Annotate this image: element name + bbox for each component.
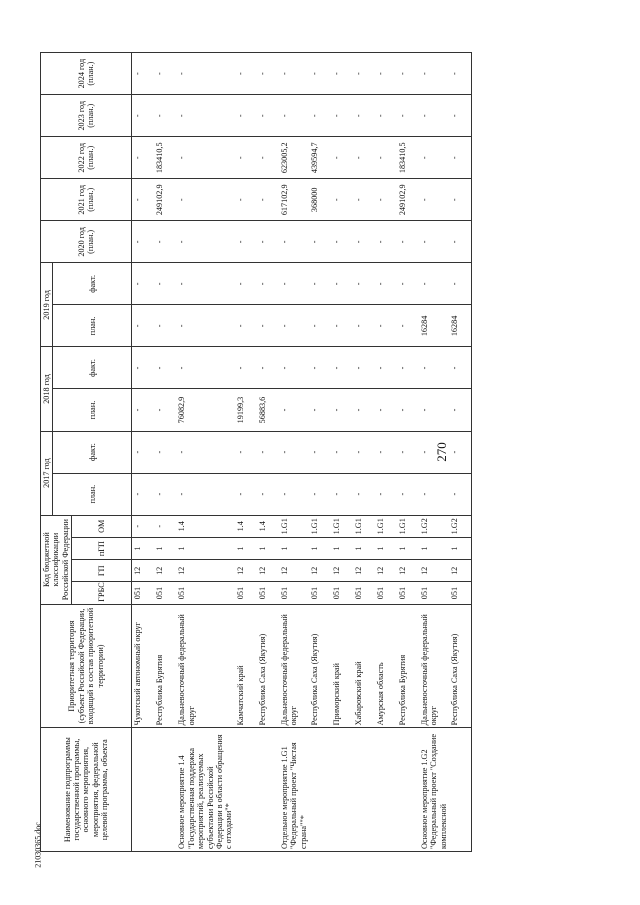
cell-2021: - (331, 179, 353, 221)
cell-2022: - (257, 137, 279, 179)
cell-2021: 249102,9 (154, 179, 176, 221)
header-2018-fact: факт. (53, 347, 132, 389)
cell-2017-plan: - (353, 473, 375, 515)
cell-grbs: 051 (353, 582, 375, 604)
cell-2017-plan: - (419, 473, 449, 515)
cell-2022: 183410,5 (397, 137, 419, 179)
cell-2019-fact: - (279, 263, 309, 305)
cell-2019-fact: - (176, 263, 235, 305)
cell-2017-plan: - (449, 473, 472, 515)
cell-2019-fact: - (132, 263, 155, 305)
cell-2019-fact: - (397, 263, 419, 305)
cell-2018-fact: - (397, 347, 419, 389)
cell-territory: Республика Бурятия (397, 604, 419, 728)
cell-2018-plan: - (309, 389, 331, 431)
cell-om: 1.G1 (375, 515, 397, 537)
header-2022: 2022 год (план.) (41, 137, 132, 179)
cell-2018-plan: - (353, 389, 375, 431)
cell-name (154, 728, 176, 852)
cell-2018-fact: - (375, 347, 397, 389)
cell-2017-plan: - (132, 473, 155, 515)
budget-table-container (40, 52, 600, 852)
table-body (132, 53, 472, 852)
cell-2019-fact: - (309, 263, 331, 305)
cell-territory: Дальневосточный федеральный округ (279, 604, 309, 728)
header-om: ОМ (72, 515, 132, 537)
table-row (279, 53, 309, 852)
cell-2024: - (449, 53, 472, 95)
cell-2017-fact: - (235, 431, 257, 473)
cell-2020: - (449, 221, 472, 263)
cell-gp: 12 (353, 560, 375, 582)
cell-om: 1.G1 (353, 515, 375, 537)
cell-gp: 12 (331, 560, 353, 582)
table-row (132, 53, 155, 852)
cell-2021: 249102,9 (397, 179, 419, 221)
cell-2019-plan: - (132, 305, 155, 347)
cell-territory: Амурская область (375, 604, 397, 728)
cell-gp: 12 (154, 560, 176, 582)
cell-grbs: 051 (397, 582, 419, 604)
cell-2021: 368000 (309, 179, 331, 221)
cell-2024: - (279, 53, 309, 95)
cell-2017-fact: - (257, 431, 279, 473)
cell-2020: - (419, 221, 449, 263)
cell-grbs: 051 (132, 582, 155, 604)
cell-2023: - (449, 95, 472, 137)
cell-2017-plan: - (309, 473, 331, 515)
cell-grbs: 051 (449, 582, 472, 604)
cell-grbs: 051 (279, 582, 309, 604)
cell-2018-plan: 19199,3 (235, 389, 257, 431)
cell-2017-fact: - (154, 431, 176, 473)
cell-gp: 12 (279, 560, 309, 582)
cell-grbs: 051 (375, 582, 397, 604)
cell-2018-plan: - (419, 389, 449, 431)
cell-2024: - (176, 53, 235, 95)
cell-name: Основное мероприятие 1.G2 "Федеральный проект "Создание комплексной (419, 728, 449, 852)
cell-2024: - (132, 53, 155, 95)
cell-2022: - (353, 137, 375, 179)
header-gp: ГП (72, 560, 132, 582)
cell-om: 1.4 (257, 515, 279, 537)
cell-grbs: 051 (331, 582, 353, 604)
table-row (176, 53, 235, 852)
cell-om: - (132, 515, 155, 537)
cell-gp: 12 (419, 560, 449, 582)
cell-2024: - (257, 53, 279, 95)
cell-pgp: 1 (397, 537, 419, 559)
cell-2017-plan: - (257, 473, 279, 515)
cell-territory: Камчатский край (235, 604, 257, 728)
cell-grbs: 051 (257, 582, 279, 604)
cell-2017-fact: - (132, 431, 155, 473)
cell-2017-fact: - (419, 431, 449, 473)
cell-2021: 617102,9 (279, 179, 309, 221)
cell-2020: - (279, 221, 309, 263)
cell-om: 1.G2 (449, 515, 472, 537)
cell-2020: - (375, 221, 397, 263)
cell-2018-fact: - (176, 347, 235, 389)
header-2021: 2021 год (план.) (41, 179, 132, 221)
header-2019: 2019 год (41, 263, 53, 347)
header-2023: 2023 год (план.) (41, 95, 132, 137)
header-2018-plan: план. (53, 389, 132, 431)
cell-2017-plan: - (397, 473, 419, 515)
cell-2019-fact: - (235, 263, 257, 305)
cell-2019-plan: - (331, 305, 353, 347)
cell-gp: 12 (449, 560, 472, 582)
cell-2017-plan: - (279, 473, 309, 515)
cell-2024: - (235, 53, 257, 95)
cell-gp: 12 (132, 560, 155, 582)
cell-2023: - (375, 95, 397, 137)
cell-2019-fact: - (353, 263, 375, 305)
cell-2017-fact: - (331, 431, 353, 473)
cell-2020: - (309, 221, 331, 263)
cell-2023: - (353, 95, 375, 137)
cell-2024: - (397, 53, 419, 95)
cell-2021: - (353, 179, 375, 221)
cell-2018-fact: - (279, 347, 309, 389)
cell-2020: - (257, 221, 279, 263)
cell-2018-plan: - (132, 389, 155, 431)
header-2019-plan: план. (53, 305, 132, 347)
cell-om: 1.G2 (419, 515, 449, 537)
header-2020: 2020 год (план.) (41, 221, 132, 263)
cell-2019-plan: - (176, 305, 235, 347)
cell-2023: - (279, 95, 309, 137)
cell-2023: - (419, 95, 449, 137)
cell-gp: 12 (309, 560, 331, 582)
cell-2023: - (132, 95, 155, 137)
table-row (397, 53, 419, 852)
cell-2023: - (176, 95, 235, 137)
cell-2019-fact: - (257, 263, 279, 305)
cell-2018-fact: - (257, 347, 279, 389)
cell-name (132, 728, 155, 852)
cell-2018-plan: - (375, 389, 397, 431)
cell-gp: 12 (176, 560, 235, 582)
cell-2024: - (309, 53, 331, 95)
cell-gp: 12 (257, 560, 279, 582)
cell-2019-plan: - (154, 305, 176, 347)
cell-2023: - (309, 95, 331, 137)
cell-2023: - (397, 95, 419, 137)
cell-grbs: 051 (176, 582, 235, 604)
cell-2021: - (375, 179, 397, 221)
cell-2017-fact: - (375, 431, 397, 473)
table-row (257, 53, 279, 852)
cell-2020: - (353, 221, 375, 263)
cell-2017-fact: - (176, 431, 235, 473)
cell-2019-plan: 16284 (449, 305, 472, 347)
cell-gp: 12 (235, 560, 257, 582)
table-row (235, 53, 257, 852)
page-number: 270 (434, 442, 449, 462)
header-2018: 2018 год (41, 347, 53, 431)
cell-2018-plan: - (397, 389, 419, 431)
cell-territory: Чукотский автономный округ (132, 604, 155, 728)
cell-2017-fact: - (449, 431, 472, 473)
cell-2023: - (257, 95, 279, 137)
cell-2019-fact: - (375, 263, 397, 305)
header-2017-fact: факт. (53, 431, 132, 473)
cell-territory: Хабаровский край (353, 604, 375, 728)
cell-pgp: 1 (176, 537, 235, 559)
cell-name (449, 728, 472, 852)
cell-name: Отдельное мероприятие 1.G1 "Федеральный проект "Чистая страна""* (279, 728, 309, 852)
cell-2018-fact: - (309, 347, 331, 389)
cell-2022: - (449, 137, 472, 179)
header-grbs: ГРБС (72, 582, 132, 604)
cell-2018-plan: 76082,9 (176, 389, 235, 431)
cell-pgp: 1 (279, 537, 309, 559)
table-row (449, 53, 472, 852)
cell-name (235, 728, 257, 852)
cell-pgp: 1 (309, 537, 331, 559)
cell-2020: - (331, 221, 353, 263)
cell-name (397, 728, 419, 852)
cell-2024: - (375, 53, 397, 95)
cell-2018-fact: - (331, 347, 353, 389)
cell-2022: - (419, 137, 449, 179)
cell-name (257, 728, 279, 852)
cell-2020: - (397, 221, 419, 263)
cell-2019-fact: - (419, 263, 449, 305)
header-pgp: пГП (72, 537, 132, 559)
cell-2019-fact: - (154, 263, 176, 305)
cell-name: Основное мероприятие 1.4 "Государственная поддержка мероприятий, реализуемых субъектами Российской Федерации в области обращения с отходами"* (176, 728, 235, 852)
cell-2024: - (331, 53, 353, 95)
cell-pgp: 1 (331, 537, 353, 559)
cell-2022: 439594,7 (309, 137, 331, 179)
cell-2022: - (235, 137, 257, 179)
cell-2018-fact: - (235, 347, 257, 389)
cell-om: - (154, 515, 176, 537)
table-header (41, 53, 132, 852)
cell-2021: - (419, 179, 449, 221)
table-row (309, 53, 331, 852)
cell-2018-plan: - (279, 389, 309, 431)
cell-om: 1.G1 (309, 515, 331, 537)
cell-2020: - (176, 221, 235, 263)
cell-gp: 12 (375, 560, 397, 582)
cell-2019-fact: - (449, 263, 472, 305)
cell-om: 1.4 (176, 515, 235, 537)
cell-2019-plan: - (235, 305, 257, 347)
cell-grbs: 051 (235, 582, 257, 604)
header-2019-fact: факт. (53, 263, 132, 305)
header-name: Наименование подпрограммы государственной программы, основного мероприятия, мероприятия, федеральной целевой программы, объекта (41, 728, 132, 852)
cell-pgp: 1 (375, 537, 397, 559)
cell-2020: - (154, 221, 176, 263)
cell-2017-fact: - (309, 431, 331, 473)
cell-2023: - (331, 95, 353, 137)
cell-2018-fact: - (419, 347, 449, 389)
cell-territory: Дальневосточный федеральный округ (176, 604, 235, 728)
cell-2017-plan: - (235, 473, 257, 515)
cell-territory: Республика Саха (Якутия) (257, 604, 279, 728)
cell-2018-fact: - (132, 347, 155, 389)
cell-territory: Республика Саха (Якутия) (449, 604, 472, 728)
table-row (353, 53, 375, 852)
table-row (375, 53, 397, 852)
header-budget-code: Код бюджетной классификации Российской Федерации (41, 515, 72, 604)
cell-2019-plan: - (353, 305, 375, 347)
cell-2018-plan: - (154, 389, 176, 431)
cell-2018-plan: - (331, 389, 353, 431)
cell-2018-plan: - (449, 389, 472, 431)
cell-2017-plan: - (331, 473, 353, 515)
cell-pgp: 1 (132, 537, 155, 559)
cell-om: 1.G1 (279, 515, 309, 537)
cell-pgp: 1 (419, 537, 449, 559)
cell-2021: - (449, 179, 472, 221)
header-2024: 2024 год (план.) (41, 53, 132, 95)
cell-pgp: 1 (257, 537, 279, 559)
budget-table (40, 52, 472, 852)
cell-name (353, 728, 375, 852)
cell-2017-plan: - (154, 473, 176, 515)
table-row (419, 53, 449, 852)
cell-2017-fact: - (279, 431, 309, 473)
cell-territory: Приморский край (331, 604, 353, 728)
cell-2023: - (235, 95, 257, 137)
cell-2018-fact: - (154, 347, 176, 389)
cell-2022: - (331, 137, 353, 179)
cell-om: 1.G1 (331, 515, 353, 537)
cell-2019-plan: - (279, 305, 309, 347)
cell-2021: - (257, 179, 279, 221)
cell-2023: - (154, 95, 176, 137)
cell-2019-plan: 16284 (419, 305, 449, 347)
cell-2021: - (176, 179, 235, 221)
cell-gp: 12 (397, 560, 419, 582)
cell-2024: - (154, 53, 176, 95)
header-2017-plan: план. (53, 473, 132, 515)
cell-2021: - (235, 179, 257, 221)
cell-name (375, 728, 397, 852)
cell-2024: - (419, 53, 449, 95)
cell-territory: Дальневосточный федеральный округ (419, 604, 449, 728)
cell-name (309, 728, 331, 852)
cell-pgp: 1 (353, 537, 375, 559)
cell-2019-plan: - (397, 305, 419, 347)
table-row (331, 53, 353, 852)
cell-grbs: 051 (154, 582, 176, 604)
cell-pgp: 1 (235, 537, 257, 559)
cell-pgp: 1 (154, 537, 176, 559)
cell-name (331, 728, 353, 852)
cell-territory: Республика Саха (Якутия) (309, 604, 331, 728)
cell-2022: 183410,5 (154, 137, 176, 179)
header-territory: Приоритетная территория (субъект Российской Федерации, входящий в состав приоритетной территории) (41, 604, 132, 728)
table-row (154, 53, 176, 852)
cell-2022: - (132, 137, 155, 179)
cell-om: 1.4 (235, 515, 257, 537)
cell-2022: - (375, 137, 397, 179)
cell-2020: - (132, 221, 155, 263)
cell-2024: - (353, 53, 375, 95)
cell-2019-plan: - (375, 305, 397, 347)
cell-2019-plan: - (257, 305, 279, 347)
cell-2017-plan: - (375, 473, 397, 515)
header-2017: 2017 год (41, 431, 53, 515)
cell-2019-fact: - (331, 263, 353, 305)
cell-2018-fact: - (353, 347, 375, 389)
cell-om: 1.G1 (397, 515, 419, 537)
cell-2018-fact: - (449, 347, 472, 389)
cell-2022: 623005,2 (279, 137, 309, 179)
file-footer: 21030365.doc (33, 822, 43, 868)
cell-grbs: 051 (419, 582, 449, 604)
cell-2017-fact: - (353, 431, 375, 473)
cell-2018-plan: 56883,6 (257, 389, 279, 431)
cell-2017-plan: - (176, 473, 235, 515)
cell-pgp: 1 (449, 537, 472, 559)
cell-2017-fact: - (397, 431, 419, 473)
cell-2019-plan: - (309, 305, 331, 347)
cell-2022: - (176, 137, 235, 179)
cell-2021: - (132, 179, 155, 221)
cell-territory: Республика Бурятия (154, 604, 176, 728)
cell-grbs: 051 (309, 582, 331, 604)
cell-2020: - (235, 221, 257, 263)
